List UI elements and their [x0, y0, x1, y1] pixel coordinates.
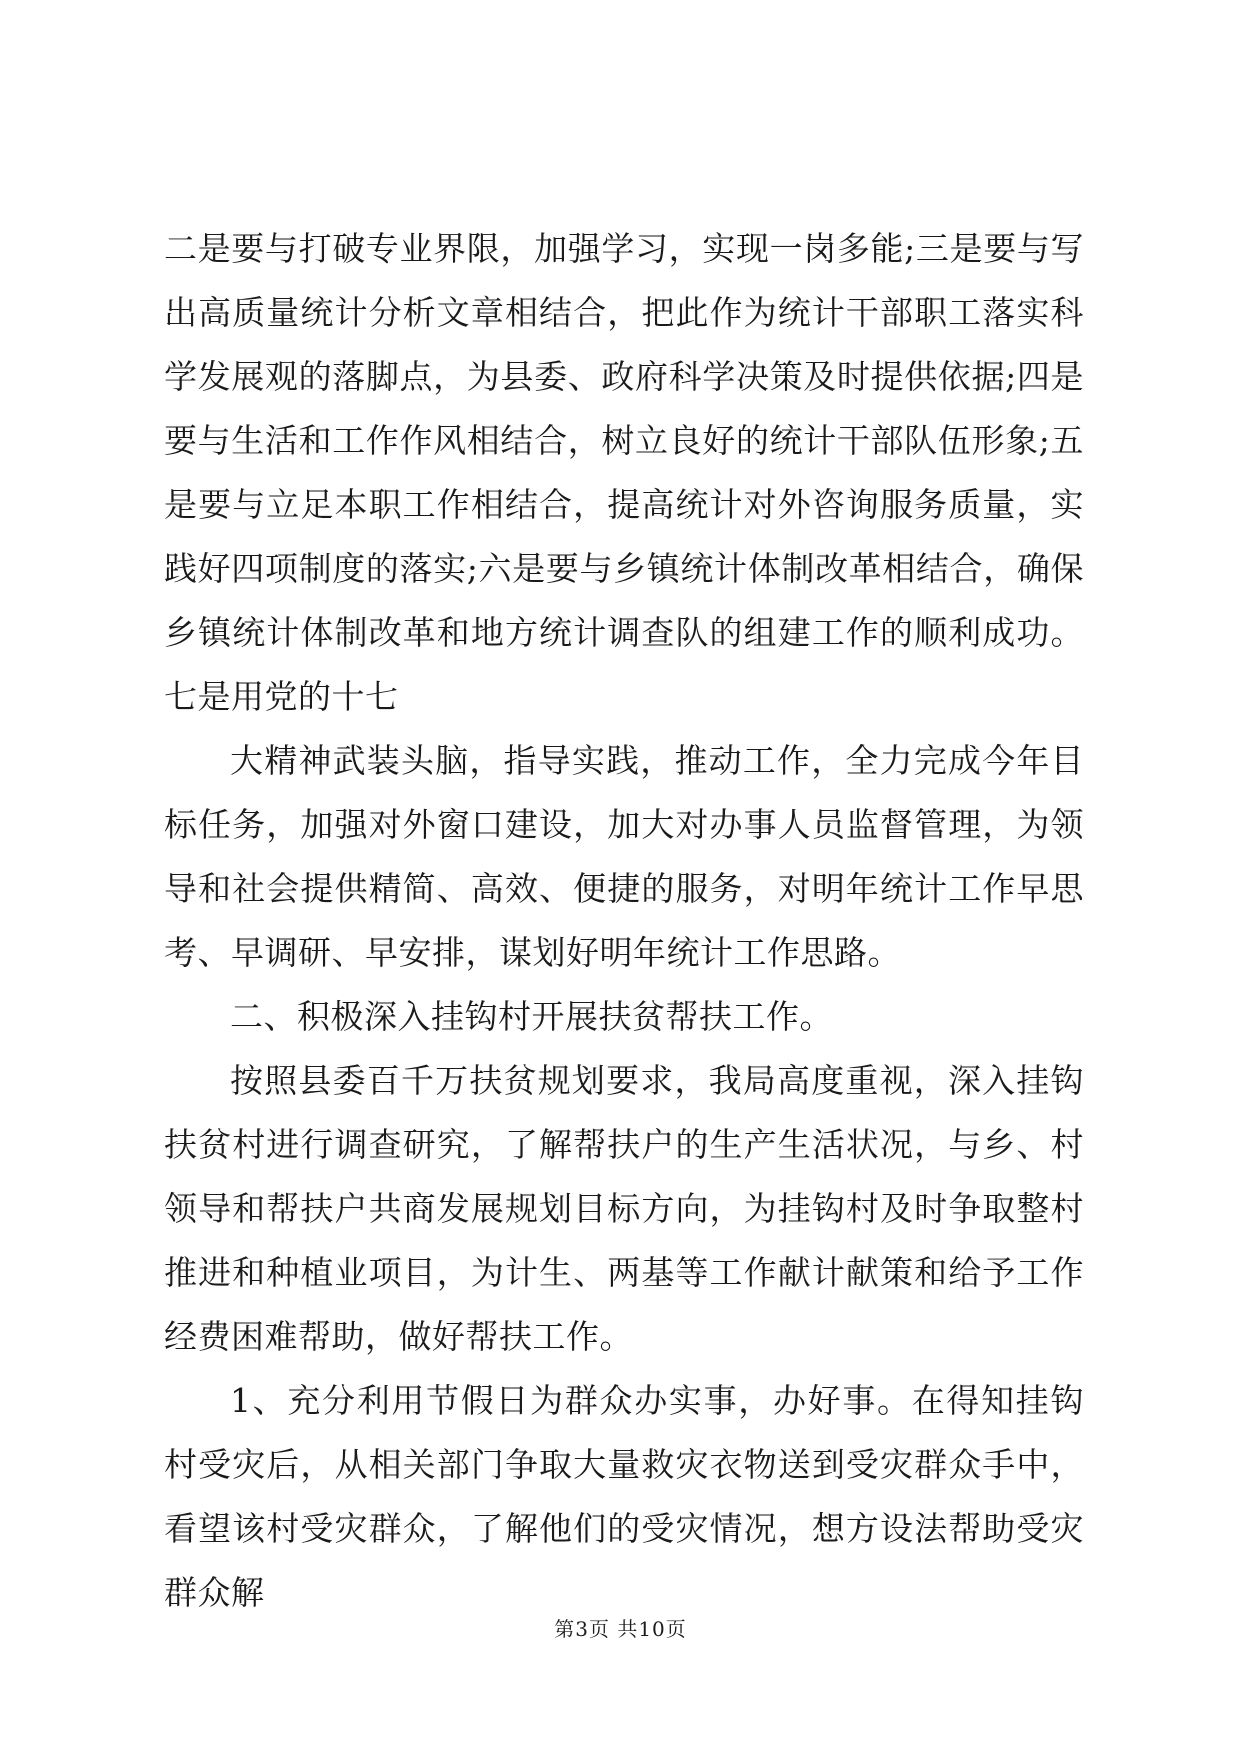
document-body [164, 217, 1084, 1625]
paragraph-4: 1、充分利用节假日为群众办实事，办好事。在得知挂钩村受灾后，从相关部门争取大量救灾衣物送到受灾群众手中，看望该村受灾群众，了解他们的受灾情况，想方设法帮助受灾群众解 [164, 1381, 1084, 1612]
paragraph-3: 按照县委百千万扶贫规划要求，我局高度重视，深入挂钩扶贫村进行调查研究，了解帮扶户的生产生活状况，与乡、村领导和帮扶户共商发展规划目标方向，为挂钩村及时争取整村推进和种植业项目，为计生、两基等工作献计献策和给予工作经费困难帮助，做好帮扶工作。 [164, 1061, 1084, 1356]
paragraph-1: 二是要与打破专业界限，加强学习，实现一岗多能;三是要与写出高质量统计分析文章相结合，把此作为统计干部职工落实科学发展观的落脚点，为县委、政府科学决策及时提供依据;四是要与生活和工作作风相结合，树立良好的统计干部队伍形象;五是要与立足本职工作相结合，提高统计对外咨询服务质量，实践好四项制度的落实;六是要与乡镇统计体制改革相结合，确保乡镇统计体制改革和地方统计调查队的组建工作的顺利成功。七是用党的十七 [164, 229, 1084, 716]
paragraph-2: 大精神武装头脑，指导实践，推动工作，全力完成今年目标任务，加强对外窗口建设，加大对办事人员监督管理，为领导和社会提供精简、高效、便捷的服务，对明年统计工作早思考、早调研、早安排，谋划好明年统计工作思路。 [164, 741, 1084, 972]
page-number-footer: 第3页 共10页 [554, 1617, 687, 1641]
section-heading: 二、积极深入挂钩村开展扶贫帮扶工作。 [230, 997, 833, 1036]
